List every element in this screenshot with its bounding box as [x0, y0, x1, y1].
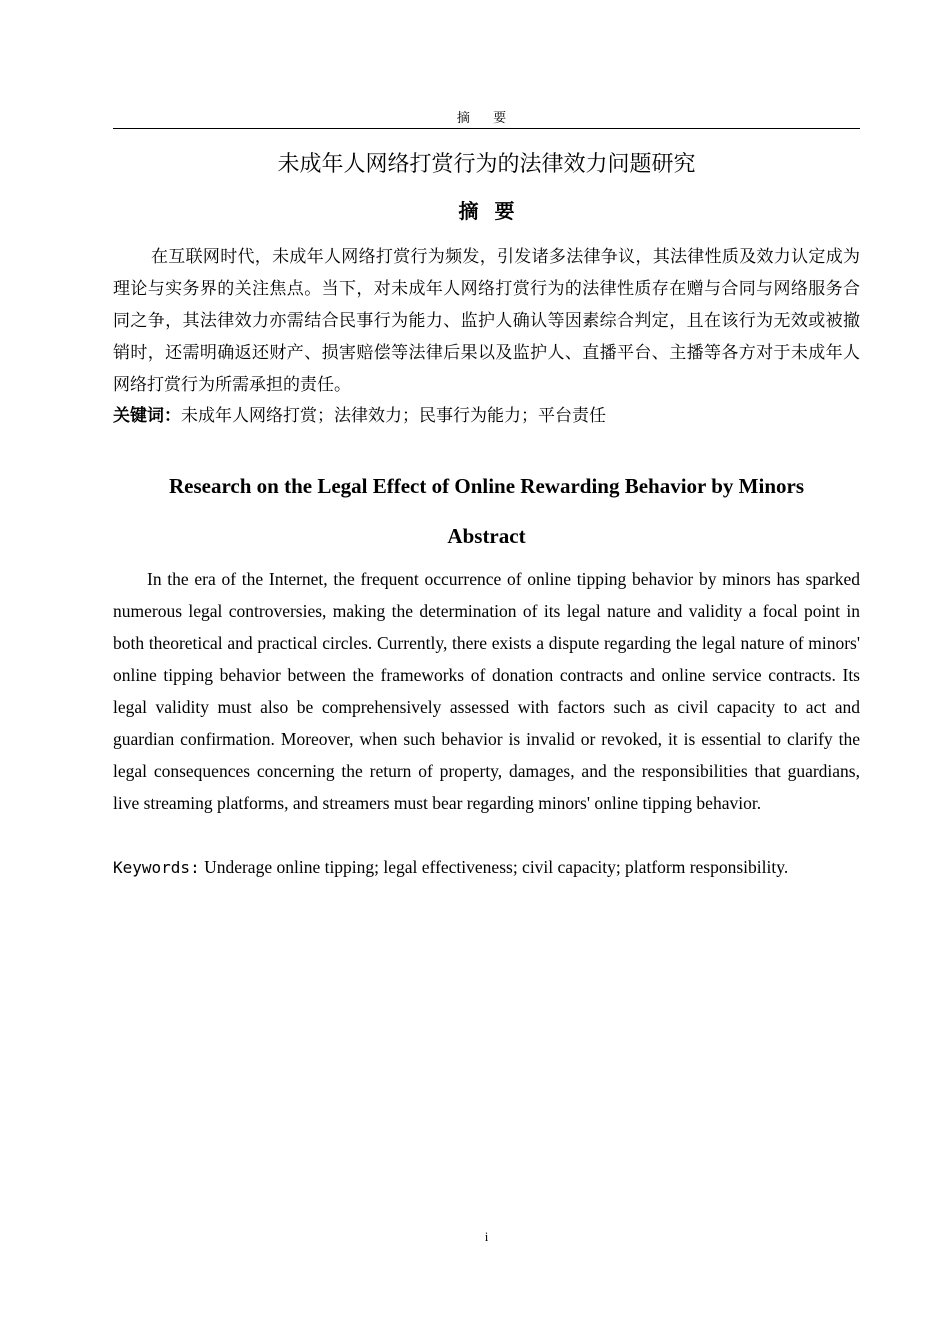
english-keywords-label: Keywords: [113, 858, 200, 877]
english-title: Research on the Legal Effect of Online Rewarding Behavior by Minors [168, 474, 804, 498]
chinese-title: 未成年人网络打赏行为的法律效力问题研究 [277, 152, 696, 177]
chinese-keywords [113, 400, 860, 432]
english-abstract-paragraph: In the era of the Internet, the frequent occurrence of online tipping behavior by minors has sparked numerous legal controversies, making the determination of its legal nature and validity a focal point in both theoretical and practical circles. Currently, there exists a dispute regarding the legal nature of minors' online tipping behavior between the frameworks of donation contracts and online service contracts. Its legal validity must also be comprehensively assessed with factors such as civil capacity to act and guardian confirmation. Moreover, when such behavior is invalid or revoked, it is essential to clarify the legal consequences concerning the return of property, damages, and the responsibilities that guardians, live streaming platforms, and streamers must bear regarding minors' online tipping behavior. [113, 569, 860, 813]
running-header: 摘 要 [456, 110, 517, 125]
chinese-abstract-paragraph: 在互联网时代，未成年人网络打赏行为频发，引发诸多法律争议，其法律性质及效力认定成为理论与实务界的关注焦点。当下，对未成年人网络打赏行为的法律性质存在赠与合同与网络服务合同之争，其法律效力亦需结合民事行为能力、监护人确认等因素综合判定，且在该行为无效或被撤销时，还需明确返还财产、损害赔偿等法律后果以及监护人、直播平台、主播等各方对于未成年人网络打赏行为所需承担的责任。 [113, 247, 860, 395]
english-keywords [113, 851, 873, 884]
page-number: i [484, 1229, 489, 1244]
english-abstract-heading: Abstract [447, 524, 526, 548]
chinese-abstract-heading: 摘要 [458, 199, 531, 223]
header-rule [113, 128, 860, 129]
chinese-keywords-text: 未成年人网络打赏；法律效力；民事行为能力；平台责任 [181, 406, 606, 426]
english-keywords-text: Underage online tipping; legal effectiveness; civil capacity; platform responsibility. [204, 857, 789, 877]
chinese-keywords-label: 关键词： [113, 406, 181, 426]
